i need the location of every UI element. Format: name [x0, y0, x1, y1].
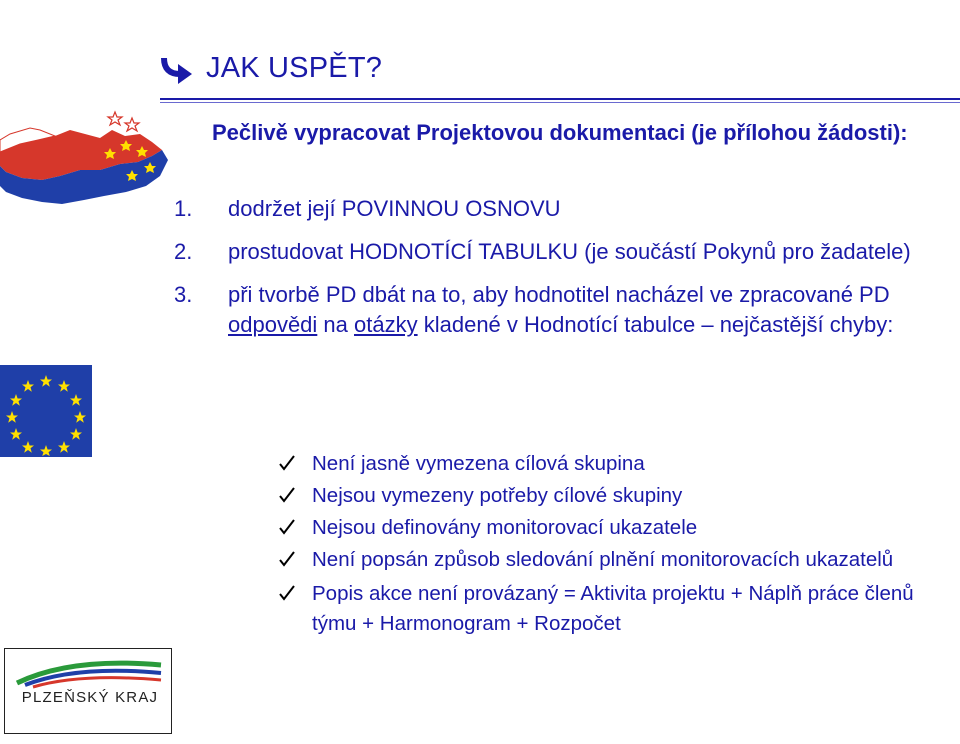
- checkmark-icon: [278, 449, 312, 481]
- czech-map-graphic: [0, 100, 170, 245]
- check-item: [278, 449, 928, 481]
- step-text-part: kladené v Hodnotící tabulce – nejčastější chyby:: [417, 312, 894, 337]
- step-number: 1.: [174, 196, 193, 221]
- step-item: [174, 280, 934, 340]
- check-item: [278, 545, 928, 577]
- checkmark-icon: [278, 579, 312, 639]
- step-text: prostudovat HODNOTÍCÍ TABULKU (je součástí Pokynů pro žadatele): [228, 239, 911, 264]
- check-item: [278, 579, 928, 639]
- logo-swoosh-icon: [11, 655, 167, 689]
- step-number: 3.: [174, 282, 193, 307]
- check-item: [278, 481, 928, 513]
- checkmark-icon: [278, 481, 312, 513]
- check-text: Není popsán způsob sledování plnění monitorovacích ukazatelů: [312, 548, 894, 571]
- underlined-word-answers: odpovědi: [228, 312, 318, 337]
- page-title: JAK USPĚT?: [206, 52, 383, 84]
- step-text-part: na: [317, 312, 355, 337]
- step-text: [228, 280, 934, 340]
- step-number: 2.: [174, 239, 193, 264]
- check-text: Popis akce není provázaný = Aktivita projektu + Náplň práce členů týmu + Harmonogram + Rozpočet: [312, 582, 914, 635]
- check-text: Nejsou vymezeny potřeby cílové skupiny: [312, 484, 683, 507]
- steps-list: [174, 194, 934, 353]
- check-text: Není jasně vymezena cílová skupina: [312, 452, 645, 475]
- checkmark-icon: [278, 513, 312, 545]
- curved-arrow-icon: [160, 54, 196, 89]
- step-item: [174, 194, 934, 224]
- header-rule: [160, 98, 960, 100]
- step-text-part: při tvorbě PD dbát na to, aby hodnotitel nacházel ve zpracované PD: [228, 282, 890, 307]
- step-item: [174, 237, 934, 267]
- plzensky-kraj-logo: [4, 648, 172, 734]
- checkmark-icon: [278, 545, 312, 577]
- check-text: Nejsou definovány monitorovací ukazatele: [312, 516, 698, 539]
- error-checklist: [278, 449, 928, 639]
- eu-flag-graphic: [0, 365, 92, 462]
- header-rule-secondary: [160, 102, 960, 103]
- check-item: [278, 513, 928, 545]
- step-text: dodržet její POVINNOU OSNOVU: [228, 196, 561, 221]
- logo-text: PLZEŇSKÝ KRAJ: [21, 689, 159, 706]
- underlined-word-questions: otázky: [354, 312, 418, 337]
- intro-text: Pečlivě vypracovat Projektovou dokumentaci (je přílohou žádosti):: [212, 120, 908, 145]
